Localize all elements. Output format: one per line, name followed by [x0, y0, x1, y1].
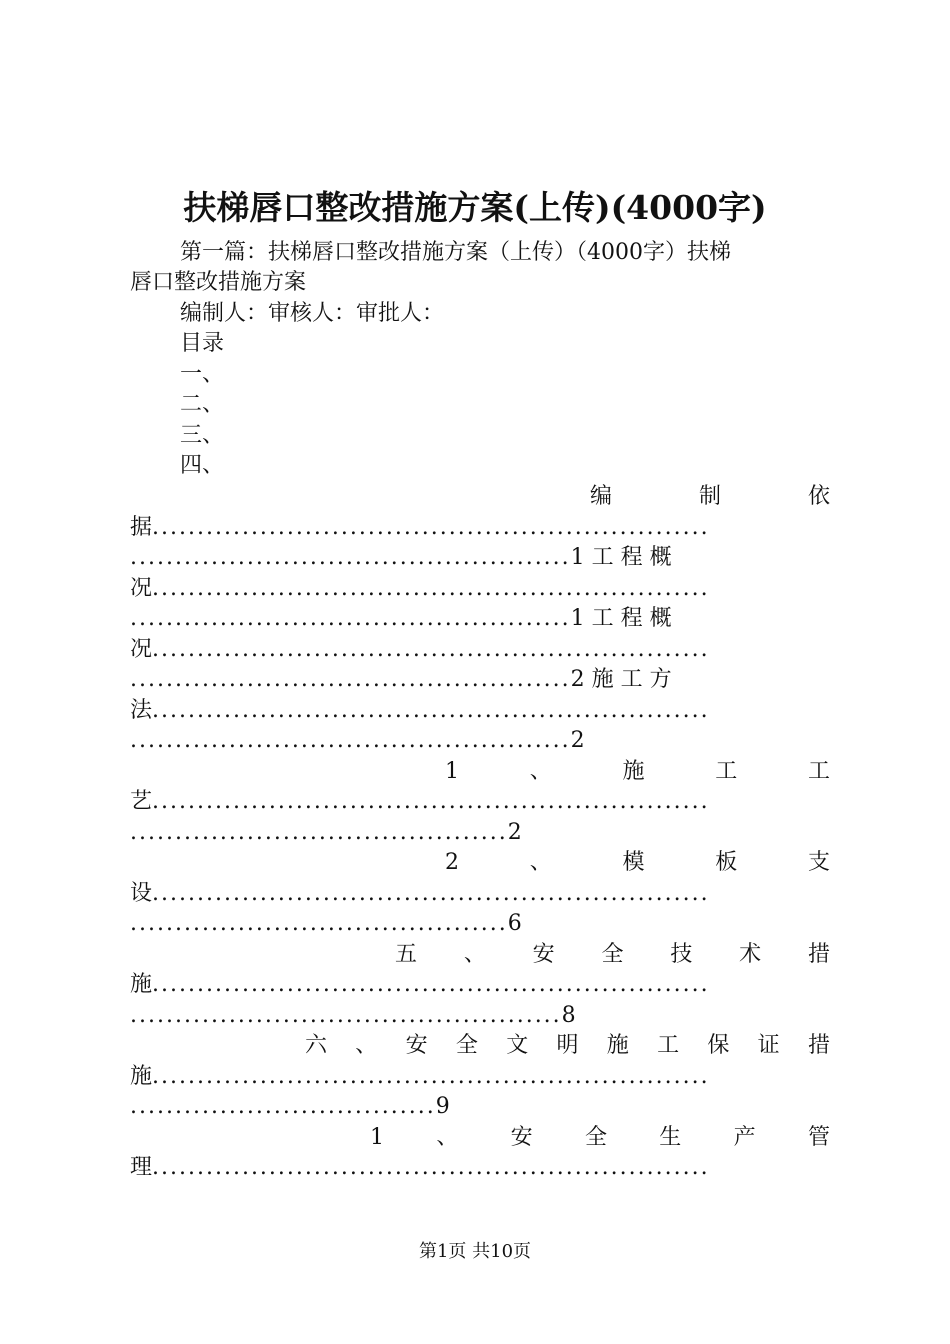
- toc-entry-3-head: 况..............................................................: [130, 637, 710, 662]
- page-footer: 第1页 共10页: [418, 1241, 532, 1262]
- toc-entry-2-page: 1: [570, 606, 585, 631]
- toc-entry-2-head: 况..............................................................: [130, 576, 710, 601]
- intro-line-2: 唇口整改措施方案: [130, 270, 307, 295]
- toc-entry-1-tail: 编 制 依: [590, 484, 830, 509]
- toc-entry-5-head: 艺..............................................................: [130, 789, 710, 814]
- toc-entry-8-tail: 六 、 安 全 文 明 施 工 保 证 措: [305, 1033, 830, 1058]
- toc-entry-6-head: 设..............................................................: [130, 881, 710, 906]
- toc-list-item-1: 一、: [180, 362, 225, 387]
- toc-entry-1-page: 1: [570, 545, 585, 570]
- toc-entry-5-tail: 1 、 施 工 工: [445, 759, 830, 784]
- intro-line-1: 第一篇：扶梯唇口整改措施方案（上传）（4000字）扶梯: [180, 240, 731, 265]
- toc-entry-5-dots: ..........................................2: [130, 820, 522, 845]
- toc-entry-3-page: 2: [570, 667, 585, 692]
- toc-entry-1-dots: .................................................1 工 程 概: [130, 545, 672, 570]
- toc-entry-6-tail: 2 、 模 板 支: [445, 850, 830, 875]
- toc-entry-7-page: 8: [561, 1003, 576, 1028]
- toc-list-item-2: 二、: [180, 392, 225, 417]
- document-title: 扶梯唇口整改措施方案(上传)(4000字): [183, 188, 767, 227]
- toc-entry-9-tail: 1 、 安 全 生 产 管: [370, 1125, 830, 1150]
- toc-entry-5-page: 2: [507, 820, 522, 845]
- toc-entry-7-tail: 五 、 安 全 技 术 措: [395, 942, 830, 967]
- toc-entry-8-dots: ..................................9: [130, 1094, 450, 1119]
- toc-entry-1-head: 据..............................................................: [130, 515, 710, 540]
- toc-entry-4-dots: .................................................2: [130, 728, 585, 753]
- toc-entry-8-page: 9: [435, 1094, 450, 1119]
- toc-entry-2-dots: .................................................1 工 程 概: [130, 606, 672, 631]
- toc-entry-3-dots: .................................................2 施 工 方: [130, 667, 672, 692]
- toc-heading: 目录: [180, 331, 225, 356]
- toc-list-item-3: 三、: [180, 423, 225, 448]
- toc-entry-9-head: 理..............................................................: [130, 1155, 710, 1180]
- toc-entry-4-head: 法..............................................................: [130, 698, 710, 723]
- toc-entry-6-page: 6: [507, 911, 522, 936]
- toc-entry-4-page: 2: [570, 728, 585, 753]
- toc-entry-8-head: 施..............................................................: [130, 1064, 710, 1089]
- toc-entry-7-head: 施..............................................................: [130, 972, 710, 997]
- toc-entry-6-dots: ..........................................6: [130, 911, 522, 936]
- signers-line: 编制人：审核人：审批人：: [180, 301, 445, 326]
- toc-entry-7-dots: ................................................8: [130, 1003, 576, 1028]
- toc-list-item-4: 四、: [180, 453, 225, 478]
